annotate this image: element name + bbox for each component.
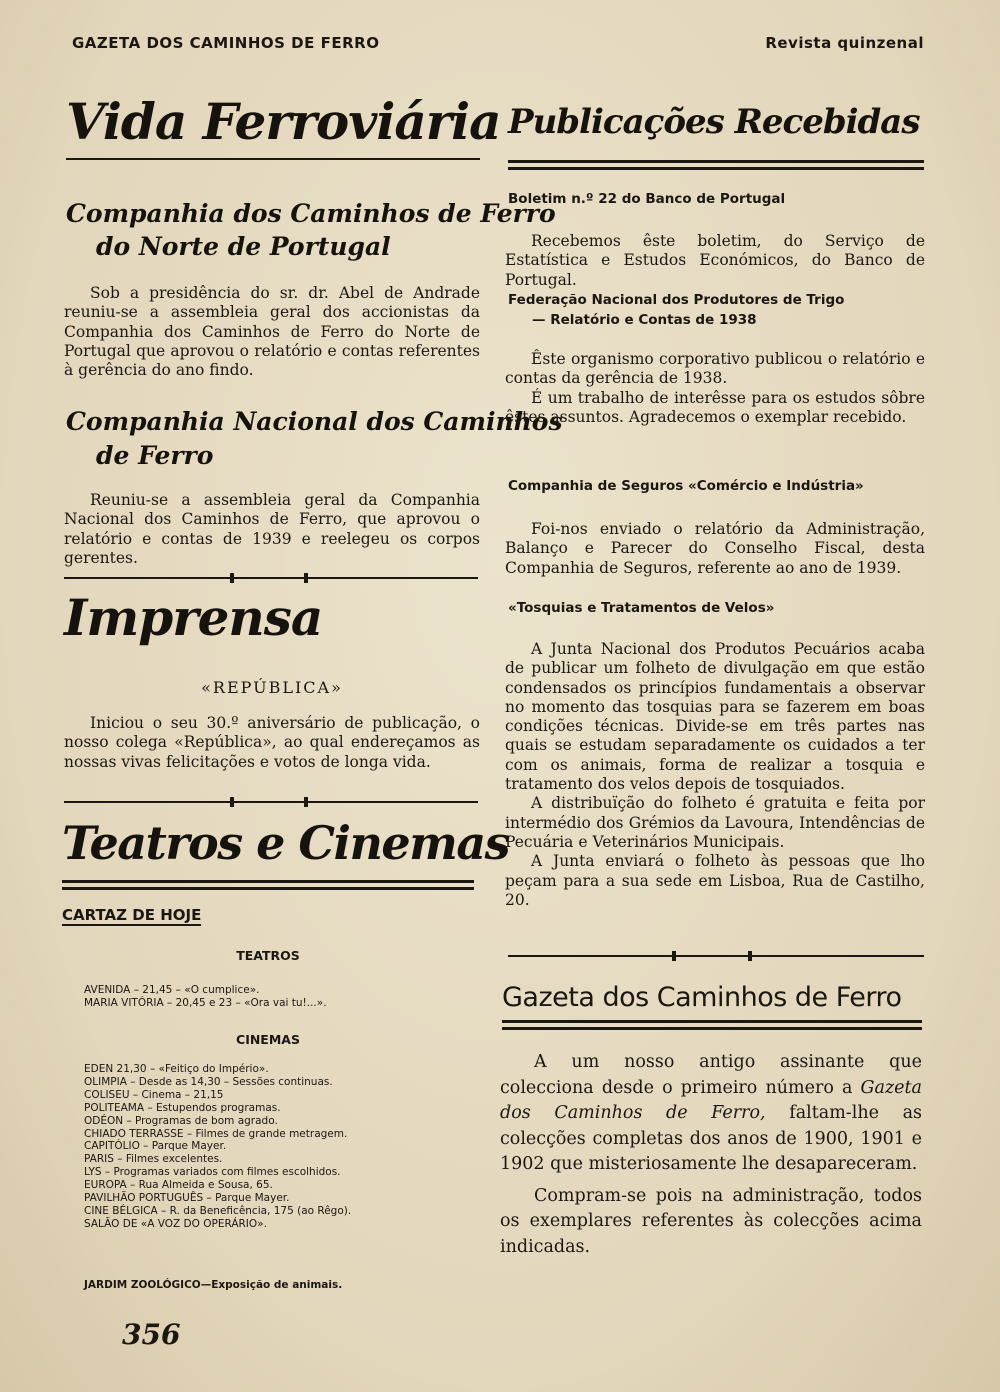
title-rule	[508, 160, 924, 163]
republica-heading: «REPÚBLICA»	[201, 678, 343, 697]
section-divider	[64, 797, 478, 807]
boletim-article	[505, 232, 925, 290]
title-rule	[62, 887, 474, 890]
teatros-cinemas-title: Teatros e Cinemas	[62, 816, 510, 870]
listing-item: EDEN 21,30 – «Feitiço do Império».	[84, 1063, 269, 1075]
listing-item: AVENIDA – 21,45 – «O cumplice».	[84, 984, 260, 996]
listing-item: SALÃO DE «A VOZ DO OPERÁRIO».	[84, 1217, 267, 1230]
seguros-paragraph: Foi-nos enviado o relatório da Administração, Balanço e Parecer do Conselho Fiscal, desta Companhia de Seguros, referente ao ano de 1939.	[505, 520, 925, 577]
cinemas-listing	[84, 1063, 351, 1231]
gazeta-paragraph	[500, 1050, 922, 1178]
teatros-label: TEATROS	[236, 948, 300, 963]
norte-heading-line1: Companhia dos Caminhos de Ferro	[66, 199, 556, 228]
vida-ferroviaria-title: Vida Ferroviária	[66, 92, 501, 151]
listing-item: CAPITÓLIO – Parque Mayer.	[84, 1140, 227, 1153]
title-rule	[508, 167, 924, 170]
gazeta-title: Gazeta dos Caminhos de Ferro	[502, 982, 902, 1013]
tosquias-paragraph: A Junta enviará o folheto às pessoas que lho peçam para a sua sede em Lisboa, Rua de Castilho, 20.	[505, 852, 925, 909]
listing-item: PARIS – Filmes excelentes.	[84, 1153, 223, 1166]
imprensa-title: Imprensa	[64, 588, 323, 647]
listing-item: CINE BÉLGICA – R. da Beneficência, 175 (ao Rêgo).	[84, 1204, 352, 1217]
nacional-heading-line2: de Ferro	[96, 441, 214, 470]
norte-article	[64, 284, 480, 380]
section-divider	[508, 951, 924, 961]
federacao-heading-line1: Federação Nacional dos Produtores de Trigo	[508, 292, 845, 308]
cinemas-label: CINEMAS	[236, 1032, 300, 1047]
tosquias-paragraph: A distribuïção do folheto é gratuita e feita por intermédio dos Grémios da Lavoura, Intendências de Pecuária e Veterinários Municipais.	[505, 794, 925, 851]
tosquias-paragraph: A Junta Nacional dos Produtos Pecuários acaba de publicar um folheto de divulgação em que estão condensados os princípios fundamentais a observar no momento das tosquias para se fazerem em boas condições técnicas. Divide-se em três partes nas quais se estudam separadamente os cuidados a ter com os animais, forma de realizar a tosquia e tratamento dos velos depois de tosquiados.	[505, 640, 925, 794]
listing-item: ODÉON – Programas de bom agrado.	[84, 1114, 278, 1127]
title-rule	[62, 880, 474, 883]
federacao-article	[505, 350, 925, 427]
listing-item: CHIADO TERRASSE – Filmes de grande metragem.	[84, 1127, 348, 1140]
republica-article	[64, 714, 480, 772]
page-number: 356	[122, 1318, 181, 1351]
running-head-subtitle: Revista quinzenal	[765, 34, 924, 52]
publicacoes-recebidas-title: Publicações Recebidas	[508, 102, 920, 142]
norte-paragraph: Sob a presidência do sr. dr. Abel de Andrade reuniu-se a assembleia geral dos accionistas da Companhia dos Caminhos de Ferro do Norte de Portugal que aprovou o relatório e contas referentes à gerência do ano findo.	[64, 284, 480, 380]
gazeta-paragraph: Compram-se pois na administração, todos os exemplares referentes às colecções acima indicadas.	[500, 1185, 922, 1257]
cartaz-heading: CARTAZ DE HOJE	[62, 906, 202, 924]
federacao-paragraph: É um trabalho de interêsse para os estudos sôbre êstes assuntos. Agradecemos o exemplar recebido.	[505, 388, 925, 426]
boletim-heading: Boletim n.º 22 do Banco de Portugal	[508, 191, 786, 207]
gazeta-text: faltam-lhe as colecções completas dos anos de 1900, 1901 e 1902 que misteriosamente lhe desapareceram.	[500, 1103, 922, 1174]
seguros-article	[505, 520, 925, 578]
tosquias-heading: «Tosquias e Tratamentos de Velos»	[508, 600, 775, 616]
listing-item: COLISEU – Cinema – 21,15	[84, 1088, 224, 1101]
gazeta-article	[500, 1050, 922, 1260]
title-rule	[502, 1020, 922, 1023]
nacional-heading-line1: Companhia Nacional dos Caminhos	[66, 407, 563, 436]
tosquias-article	[505, 640, 925, 910]
gazeta-text: A um nosso antigo assinante que colecciona desde o primeiro número a	[500, 1052, 922, 1098]
listing-item: OLIMPIA – Desde as 14,30 – Sessões continuas.	[84, 1075, 333, 1088]
federacao-paragraph: Êste organismo corporativo publicou o relatório e contas da gerência de 1938.	[505, 350, 925, 388]
listing-item: LYS – Programas variados com filmes escolhidos.	[84, 1166, 341, 1179]
norte-heading-line2: do Norte de Portugal	[96, 232, 391, 261]
listing-item: MARIA VITÓRIA – 20,45 e 23 – «Ora vai tu!...».	[84, 996, 327, 1009]
gazeta-italic-title: Gazeta dos Caminhos de Ferro,	[500, 1077, 922, 1123]
listing-item: EUROPA – Rua Almeida e Sousa, 65.	[84, 1179, 273, 1192]
listing-item: POLITEAMA – Estupendos programas.	[84, 1101, 281, 1114]
republica-paragraph: Iniciou o seu 30.º aniversário de publicação, o nosso colega «República», ao qual endereçamos as nossas vivas felicitações e votos de longa vida.	[64, 714, 480, 771]
listing-item: PAVILHÃO PORTUGUÊS – Parque Mayer.	[84, 1192, 290, 1205]
section-divider	[64, 573, 478, 583]
nacional-article	[64, 491, 480, 568]
nacional-paragraph: Reuniu-se a assembleia geral da Companhia Nacional dos Caminhos de Ferro, que aprovou o relatório e contas de 1939 e reelegeu os corpos gerentes.	[64, 491, 480, 567]
teatros-listing	[84, 984, 327, 1010]
boletim-paragraph: Recebemos êste boletim, do Serviço de Estatística e Estudos Económicos, do Banco de Portugal.	[505, 232, 925, 289]
title-rule	[502, 1027, 922, 1030]
seguros-heading: Companhia de Seguros «Comércio e Indústria»	[508, 478, 864, 494]
running-head-title: GAZETA DOS CAMINHOS DE FERRO	[72, 34, 380, 52]
title-rule	[66, 158, 480, 160]
federacao-heading-line2: — Relatório e Contas de 1938	[532, 312, 757, 328]
jardim-zoologico-listing: JARDIM ZOOLÓGICO—Exposição de animais.	[84, 1279, 343, 1291]
